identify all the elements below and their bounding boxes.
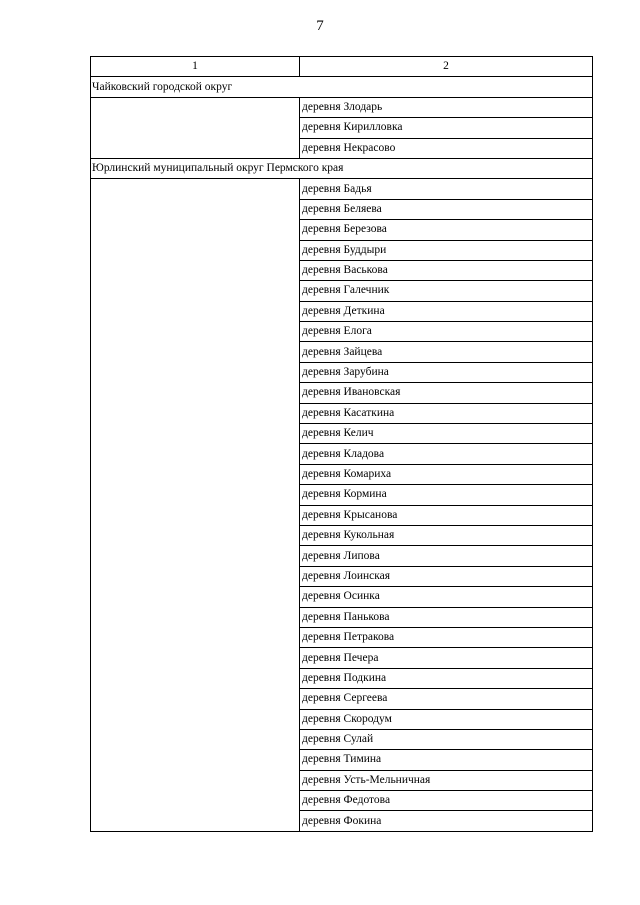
settlement-name: деревня Кукольная (300, 525, 593, 545)
settlement-name: деревня Беляева (300, 199, 593, 219)
settlement-name: деревня Сулай (300, 729, 593, 749)
table-row (91, 179, 593, 199)
page-number: 7 (316, 18, 324, 34)
settlement-name: деревня Буддыри (300, 240, 593, 260)
settlement-name: деревня Кирилловка (300, 118, 593, 138)
empty-cell (91, 179, 300, 832)
settlement-name: деревня Скородум (300, 709, 593, 729)
region-name: Чайковский городской округ (91, 77, 593, 97)
settlement-name: деревня Панькова (300, 607, 593, 627)
settlement-name: деревня Осинка (300, 587, 593, 607)
header-row (91, 57, 593, 77)
settlement-name: деревня Фокина (300, 811, 593, 831)
settlement-name: деревня Лоинская (300, 566, 593, 586)
settlement-name: деревня Елога (300, 322, 593, 342)
table-body (91, 77, 593, 831)
settlement-name: деревня Деткина (300, 301, 593, 321)
settlement-name: деревня Подкина (300, 668, 593, 688)
settlement-name: деревня Галечник (300, 281, 593, 301)
settlements-table (90, 56, 593, 832)
settlement-name: деревня Келич (300, 424, 593, 444)
settlement-name: деревня Бадья (300, 179, 593, 199)
empty-cell (91, 97, 300, 158)
settlement-name: деревня Тимина (300, 750, 593, 770)
settlement-name: деревня Кладова (300, 444, 593, 464)
settlement-name: деревня Печера (300, 648, 593, 668)
settlement-name: деревня Березова (300, 220, 593, 240)
settlement-name: деревня Крысанова (300, 505, 593, 525)
settlement-name: деревня Касаткина (300, 403, 593, 423)
settlement-name: деревня Кормина (300, 485, 593, 505)
settlement-name: деревня Петракова (300, 627, 593, 647)
settlement-name: деревня Ивановская (300, 383, 593, 403)
settlement-name: деревня Липова (300, 546, 593, 566)
settlement-name: деревня Васькова (300, 260, 593, 280)
settlement-name: деревня Зайцева (300, 342, 593, 362)
header-col-2: 2 (300, 57, 593, 77)
settlement-name: деревня Сергеева (300, 689, 593, 709)
region-row (91, 158, 593, 178)
settlement-name: деревня Федотова (300, 791, 593, 811)
table-row (91, 97, 593, 117)
settlement-name: деревня Некрасово (300, 138, 593, 158)
settlement-name: деревня Комариха (300, 464, 593, 484)
region-name: Юрлинский муниципальный округ Пермского края (91, 158, 593, 178)
settlement-name: деревня Злодарь (300, 97, 593, 117)
settlement-name: деревня Зарубина (300, 362, 593, 382)
settlement-name: деревня Усть-Мельничная (300, 770, 593, 790)
region-row (91, 77, 593, 97)
header-col-1: 1 (91, 57, 300, 77)
